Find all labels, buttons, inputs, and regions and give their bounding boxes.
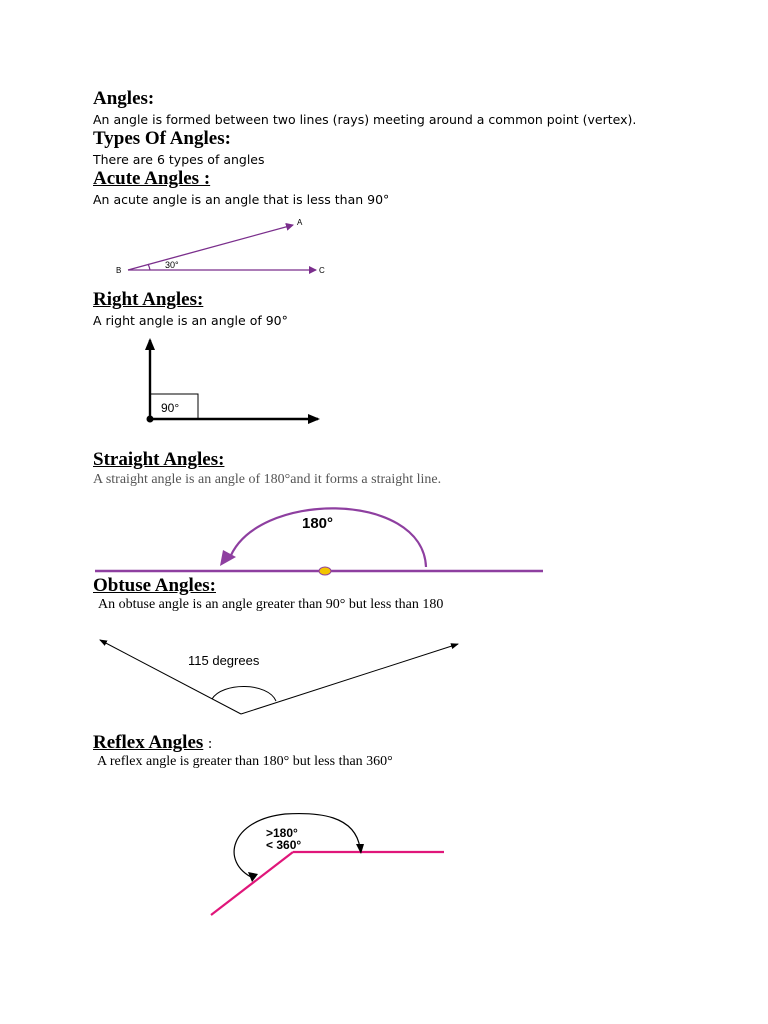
- acute-label-a: A: [297, 218, 303, 227]
- text-right: A right angle is an angle of 90°: [93, 313, 288, 328]
- obtuse-label-115: 115 degrees: [188, 653, 260, 668]
- heading-reflex-title: Reflex Angles: [93, 732, 204, 753]
- heading-reflex-colon: :: [208, 736, 213, 752]
- acute-label-c: C: [319, 266, 325, 275]
- acute-label-30: 30°: [165, 260, 179, 270]
- straight-angle-diagram: [95, 508, 543, 575]
- heading-types: Types Of Angles:: [93, 128, 231, 149]
- text-acute: An acute angle is an angle that is less than 90°: [93, 192, 390, 207]
- straight-label-180: 180°: [302, 515, 334, 532]
- heading-straight: Straight Angles:: [93, 449, 225, 470]
- text-angles: An angle is formed between two lines (rays) meeting around a common point (vertex).: [93, 112, 637, 127]
- obtuse-angle-arc: [212, 686, 276, 701]
- reflex-label-lt360: < 360°: [266, 838, 302, 852]
- acute-label-b: B: [116, 266, 122, 275]
- text-straight: A straight angle is an angle of 180°and it forms a straight line.: [93, 472, 442, 487]
- heading-obtuse: Obtuse Angles:: [93, 575, 216, 596]
- reflex-angle-diagram: [211, 814, 444, 915]
- text-obtuse: An obtuse angle is an angle greater than 90° but less than 180: [98, 597, 444, 612]
- acute-angle-diagram: [116, 218, 325, 275]
- obtuse-angle-diagram: [100, 640, 458, 714]
- heading-right: Right Angles:: [93, 289, 204, 310]
- right-label-90: 90°: [161, 401, 180, 415]
- text-types: There are 6 types of angles: [93, 152, 265, 167]
- reflex-label-gt180: >180°: [266, 826, 298, 840]
- text-reflex: A reflex angle is greater than 180° but less than 360°: [97, 754, 393, 769]
- obtuse-left-ray: [100, 640, 241, 714]
- reflex-lower-ray: [211, 852, 293, 915]
- acute-angle-arc: [148, 264, 150, 270]
- straight-vertex-dot: [319, 567, 331, 575]
- right-angle-diagram: [147, 340, 319, 423]
- obtuse-right-ray: [241, 644, 458, 714]
- heading-angles: Angles:: [93, 88, 155, 109]
- right-vertex-dot: [147, 416, 154, 423]
- acute-ray-ba: [128, 225, 293, 270]
- heading-acute: Acute Angles :: [93, 168, 211, 189]
